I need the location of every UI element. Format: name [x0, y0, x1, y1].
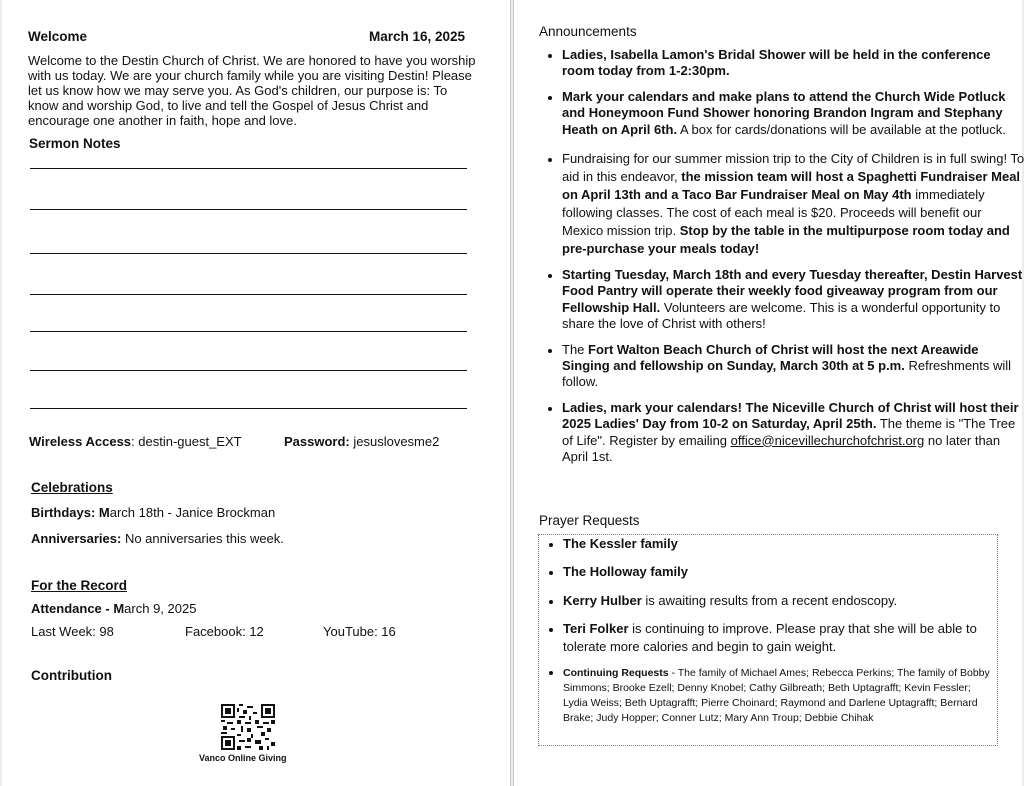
sermon-notes-title: Sermon Notes [29, 136, 121, 151]
announcement-text: Refreshments will follow. [562, 358, 1012, 390]
bulletin-date: March 16, 2025 [369, 29, 466, 44]
note-line [30, 408, 467, 409]
celebrations-title: Celebrations [31, 480, 113, 495]
announcement-bold: Stop by the table in the multipurpose room today and pre-purchase your meals today! [562, 223, 1010, 257]
welcome-title: Welcome [28, 29, 88, 44]
announcement-bold: the mission team will host a Spaghetti Fundraiser Meal on April 13th and a Taco Bar Fundraiser Meal on May 4th [562, 169, 1021, 203]
birthdays [31, 505, 275, 520]
note-line [30, 253, 467, 254]
prayer-text: is continuing to improve. Please pray that she will be able to tolerate more calories and begin to gain weight. [563, 621, 977, 655]
attendance [31, 601, 196, 616]
announcement-item [562, 47, 1024, 80]
prayer-name: Teri Folker [563, 621, 629, 637]
last-week-count: Last Week: 98 [31, 624, 114, 639]
note-line [30, 331, 467, 332]
prayer-requests-title: Prayer Requests [539, 513, 640, 528]
attendance-label: Attendance - M [31, 601, 125, 616]
password-value: jesuslovesme2 [349, 434, 440, 449]
announcement-text: The theme is "The Tree of Life". Register by emailing [562, 416, 1016, 448]
record-title: For the Record [31, 578, 128, 593]
prayer-item [563, 620, 997, 656]
announcement-bold: Mark your calendars and make plans to attend the Church Wide Potluck and Honeymoon Fund Shower honoring Brandon Ingram and Stephany Heath on April 6th. [562, 88, 1006, 137]
anniversaries-value: No anniversaries this week. [121, 531, 284, 546]
announcement-text: A box for cards/donations will be available at the potluck. [677, 121, 1006, 137]
contribution-title: Contribution [31, 668, 112, 683]
announcement-item [562, 342, 1024, 391]
note-line [30, 209, 467, 210]
announcements-list [540, 47, 1024, 475]
announcement-bold: Ladies, mark your calendars! The Niceville Church of Christ will host their 2025 Ladies' Day from 10-2 on Saturday, April 25th. [562, 399, 1019, 432]
announcement-text: The [562, 341, 589, 357]
birthdays-value: arch 18th - Janice Brockman [109, 505, 276, 520]
wireless-access [29, 434, 242, 449]
announcement-text: Ladies, Isabella Lamon's Bridal Shower will be held in the conference room today from 1-2:30pm. [562, 47, 991, 79]
birthdays-label: Birthdays: M [31, 505, 110, 520]
prayer-item: • The Kessler family [563, 536, 997, 552]
prayer-item [563, 593, 997, 609]
announcements-title: Announcements [539, 24, 637, 39]
qr-code-icon[interactable] [221, 704, 275, 750]
announcement-text: immediately following classes. The cost of each meal is $20. Proceeds will benefit our Mexico mission trip. [562, 187, 985, 239]
announcement-item [562, 89, 1024, 138]
anniversaries [31, 531, 284, 546]
attendance-value: arch 9, 2025 [124, 601, 197, 616]
youtube-count: YouTube: 16 [323, 624, 396, 639]
prayer-item: • The Holloway family [563, 564, 997, 580]
wireless-value: : destin-guest_EXT [131, 434, 242, 449]
announcement-bold: Fort Walton Beach Church of Christ will host the next Areawide Singing and fellowship on Sunday, March 30th at 5 p.m. [562, 341, 979, 374]
prayer-requests-box [538, 534, 998, 746]
announcement-text: Fundraising for our summer mission trip to the City of Children is in full swing! To aid in this endeavor, [562, 151, 1024, 185]
email-link[interactable]: office@nicevillechurchofchrist.org [730, 432, 925, 448]
announcement-bold: Starting Tuesday, March 18th and every Tuesday thereafter, Destin Harvest Food Pantry will operate their weekly food giveaway program from our Fellowship Hall. [562, 267, 1023, 315]
note-line [30, 294, 467, 295]
left-page [2, 0, 511, 786]
note-line [30, 370, 467, 371]
wifi-password [284, 434, 439, 449]
prayer-list [539, 536, 997, 726]
announcement-item [562, 400, 1024, 466]
right-page [513, 0, 1022, 786]
announcement-text: Volunteers are welcome. This is a wonderful opportunity to share the love of Christ with others! [562, 299, 1001, 332]
announcement-item [562, 150, 1024, 258]
prayer-item [563, 665, 997, 726]
qr-caption: Vanco Online Giving [199, 753, 287, 763]
announcement-item [562, 267, 1024, 333]
prayer-text: is awaiting results from a recent endoscopy. [641, 592, 898, 608]
prayer-name: Kerry Hulber [563, 592, 642, 608]
note-line [30, 168, 467, 169]
anniversaries-label: Anniversaries: [31, 531, 122, 546]
facebook-count: Facebook: 12 [185, 624, 264, 639]
prayer-name: Continuing Requests [563, 667, 669, 680]
password-label: Password: [284, 434, 350, 449]
welcome-text: Welcome to the Destin Church of Christ. We are honored to have you worship with us today. We are your church family while you are visiting Destin! Please let us know how we may serve you. As God's children, our purpose is: To know and worship God, to live and tell the Gospel of Jesus Christ and encourage one another in faith, hope and love. [28, 53, 476, 128]
prayer-text: - The family of Michael Ames; Rebecca Perkins; The family of Bobby Simmons; Brooke Ezell; Denny Knobel; Cathy Gilbreath; Beth Uptagrafft; Kevin Fessler; Lydia Weiss; Beth Uptagrafft; Pierre Choinard; Raymond and Darlene Uptagrafft; Bernard Brake; Judy Hopper; Conner Lutz; Mary Ann Troup; Debbie Chihak [563, 667, 990, 725]
wireless-label: Wireless Access [29, 434, 132, 449]
announcement-text: no later than April 1st. [562, 432, 1001, 465]
